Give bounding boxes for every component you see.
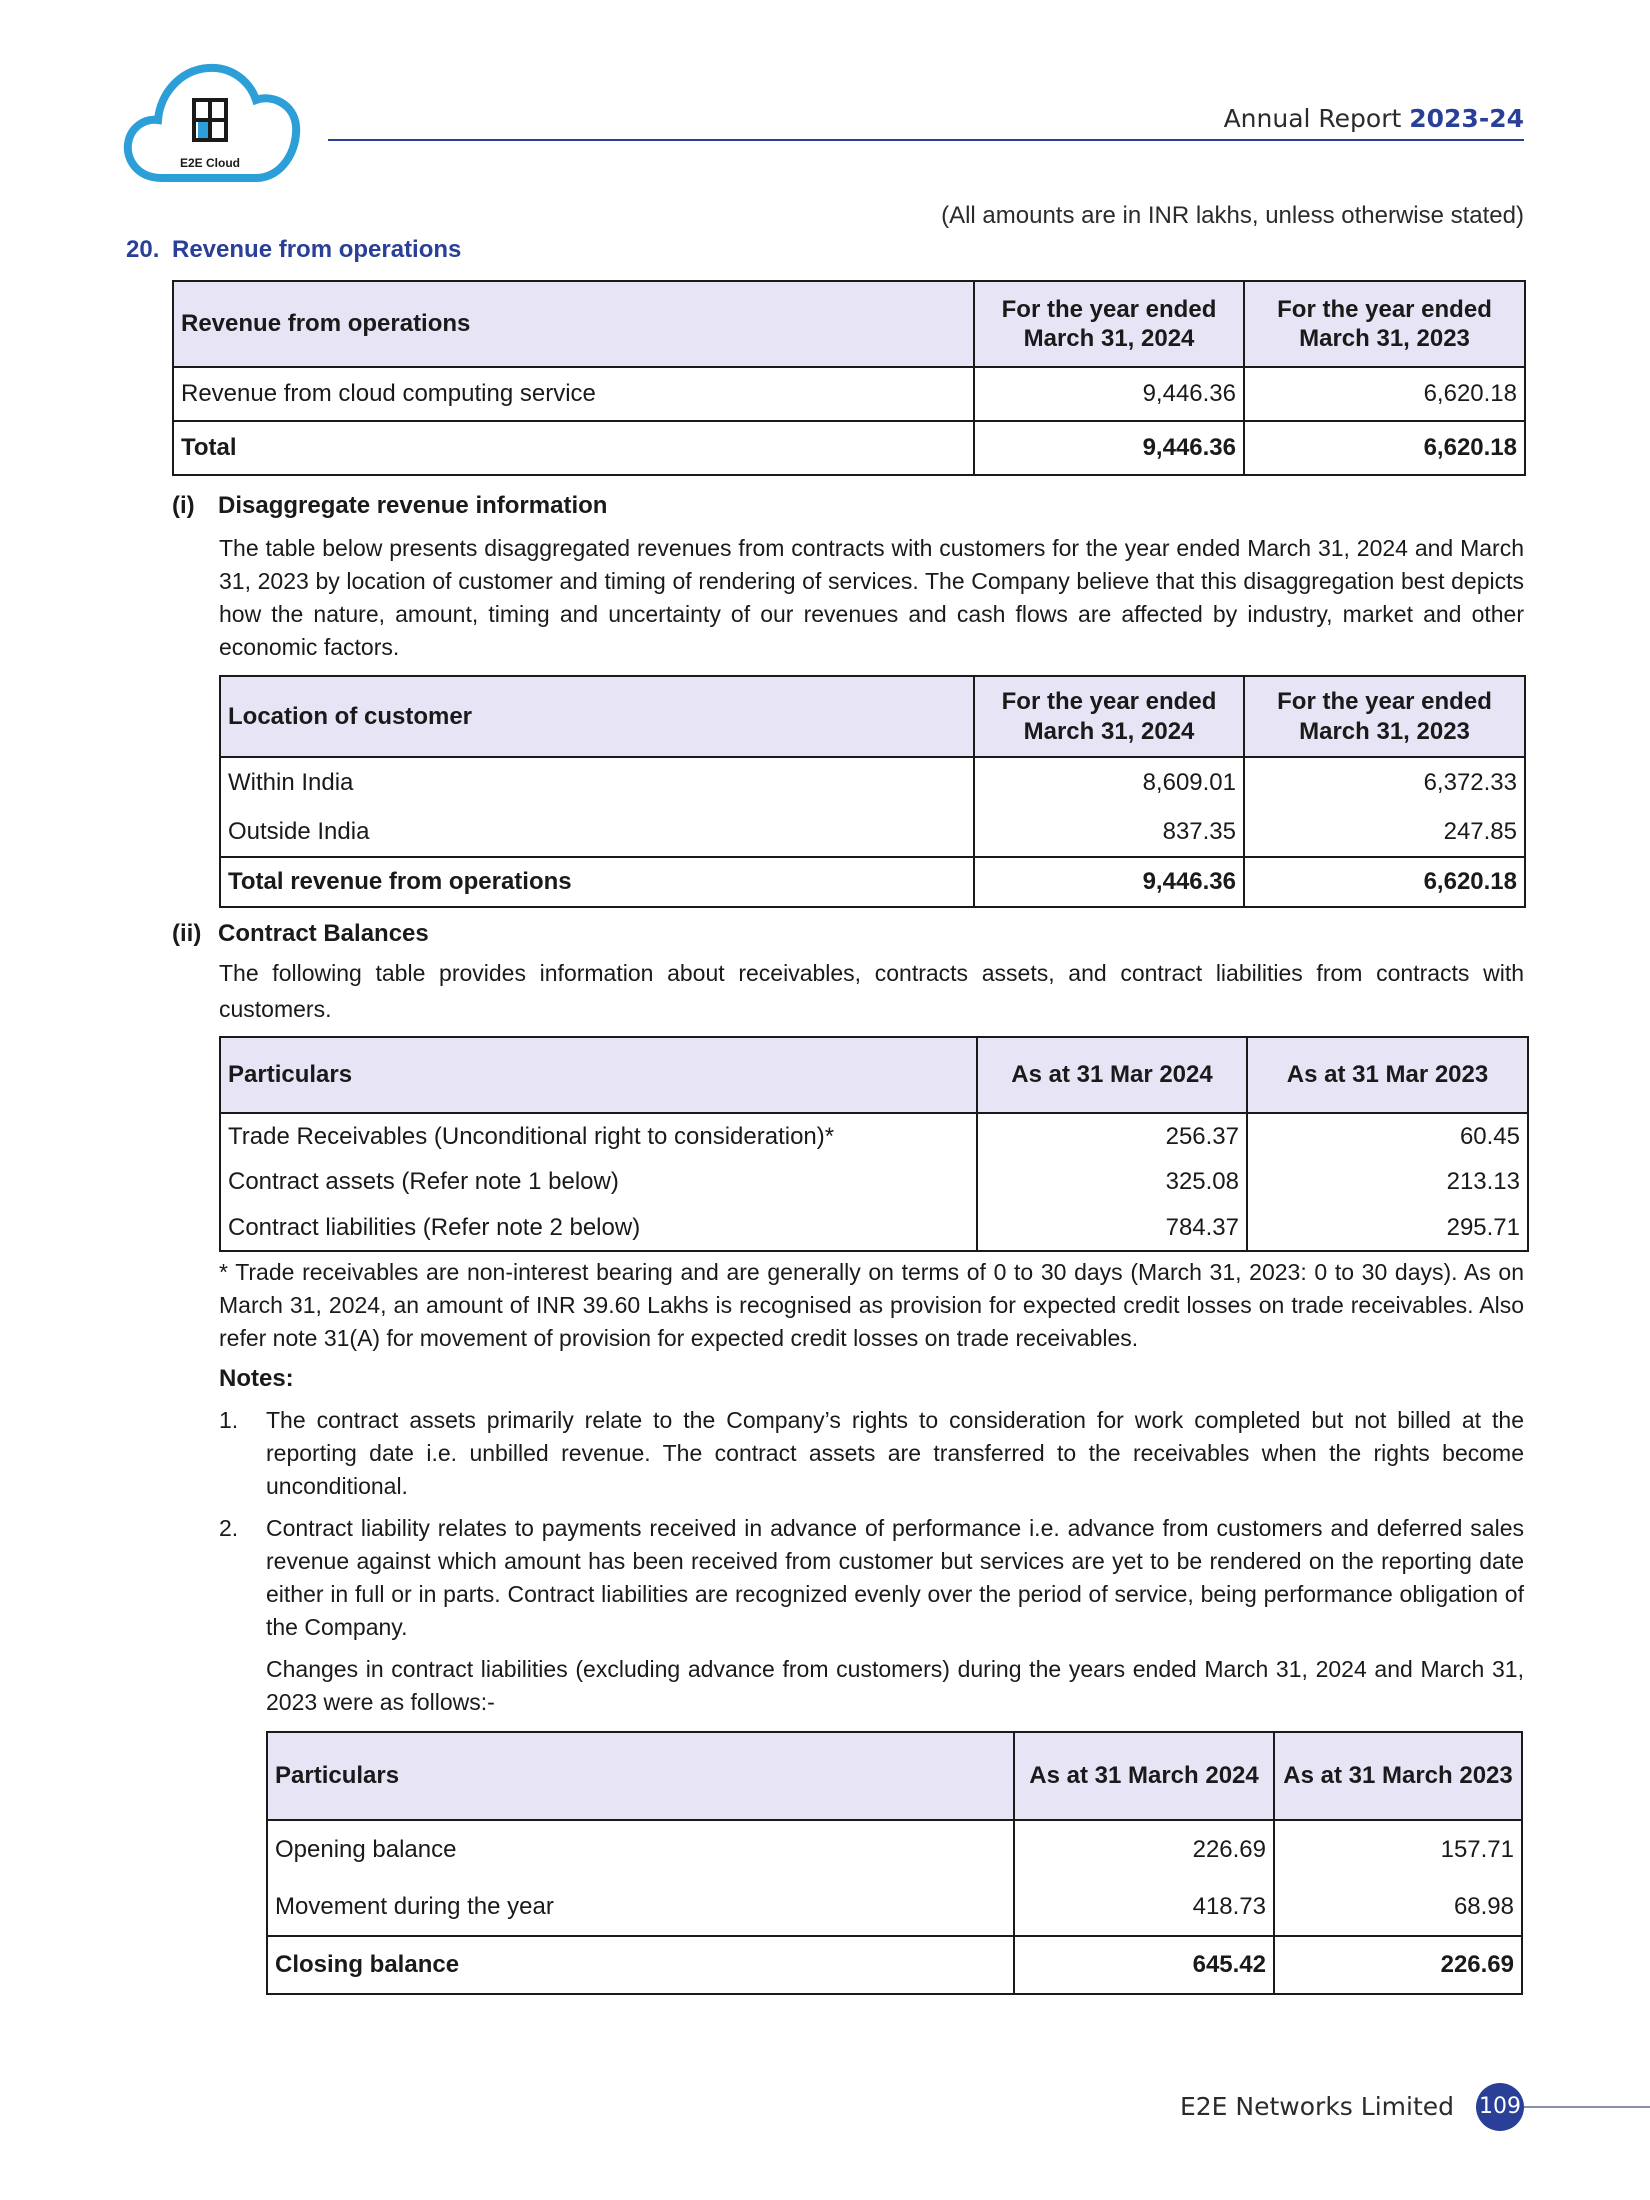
amount-note: (All amounts are in INR lakhs, unless otherwise stated) bbox=[941, 202, 1524, 229]
note-text: Contract liability relates to payments received in advance of performance i.e. advance from customers and deferred sales revenue against which amount has been received from customer but services are yet to be rendered on the reporting date either in full or in parts. Contract liabilities are recognized evenly over the period of service, being performance obligation of the Company. bbox=[266, 1515, 1524, 1640]
table-row bbox=[267, 1820, 1522, 1878]
section-title bbox=[126, 236, 461, 264]
table-row bbox=[220, 757, 1525, 807]
column-header: For the year ended March 31, 2023 bbox=[1244, 281, 1525, 367]
table-row bbox=[267, 1878, 1522, 1936]
row-label: Contract assets (Refer note 1 below) bbox=[220, 1159, 977, 1205]
footer-divider bbox=[1524, 2106, 1650, 2108]
subsection-title: Contract Balances bbox=[218, 920, 429, 947]
column-header: For the year ended March 31, 2024 bbox=[974, 281, 1244, 367]
subsection-number: (i) bbox=[172, 492, 195, 519]
column-header: For the year ended March 31, 2023 bbox=[1244, 676, 1525, 757]
section-title-text: Revenue from operations bbox=[172, 236, 462, 263]
row-label: Revenue from cloud computing service bbox=[173, 367, 974, 421]
row-label: Contract liabilities (Refer note 2 below) bbox=[220, 1205, 977, 1251]
value-2024: 645.42 bbox=[1014, 1936, 1274, 1994]
contract-liabilities-table bbox=[266, 1731, 1523, 1995]
note-item bbox=[219, 1404, 1524, 1503]
location-table bbox=[219, 675, 1526, 908]
table-row bbox=[220, 1113, 1528, 1159]
row-label: Outside India bbox=[220, 807, 974, 857]
value-2024: 325.08 bbox=[977, 1159, 1247, 1205]
table-row bbox=[220, 1159, 1528, 1205]
note-number: 2. bbox=[219, 1515, 239, 1541]
section-number: 20. bbox=[126, 236, 160, 263]
logo-brand-text: E2E Cloud bbox=[180, 156, 241, 170]
row-label: Total revenue from operations bbox=[220, 857, 974, 907]
subsection-heading bbox=[172, 920, 429, 948]
table-header-row bbox=[173, 281, 1525, 367]
column-header: As at 31 Mar 2024 bbox=[977, 1037, 1247, 1113]
value-2023: 6,372.33 bbox=[1244, 757, 1525, 807]
value-2024: 9,446.36 bbox=[974, 421, 1244, 475]
row-label: Total bbox=[173, 421, 974, 475]
column-header: As at 31 Mar 2023 bbox=[1247, 1037, 1528, 1113]
subsection-heading bbox=[172, 492, 607, 520]
value-2024: 226.69 bbox=[1014, 1820, 1274, 1878]
total-row bbox=[267, 1936, 1522, 1994]
value-2023: 213.13 bbox=[1247, 1159, 1528, 1205]
trade-receivables-footnote: * Trade receivables are non-interest bearing and are generally on terms of 0 to 30 days (March 31, 2023: 0 to 30 days). As on March 31, 2024, an amount of INR 39.60 Lakhs is recognised as provision for expected credit losses on trade receivables. Also refer note 31(A) for movement of provision for expected credit losses on trade receivables. bbox=[219, 1259, 1524, 1351]
subsection-number: (ii) bbox=[172, 920, 202, 947]
changes-paragraph: Changes in contract liabilities (excluding advance from customers) during the years ended March 31, 2024 and March 31, 2023 were as follows:- bbox=[266, 1656, 1524, 1715]
value-2023: 295.71 bbox=[1247, 1205, 1528, 1251]
note-item bbox=[219, 1512, 1524, 1644]
row-label: Trade Receivables (Unconditional right to consideration)* bbox=[220, 1113, 977, 1159]
column-header: Revenue from operations bbox=[173, 281, 974, 367]
notes-heading: Notes: bbox=[219, 1365, 294, 1392]
footer-company: E2E Networks Limited bbox=[1179, 2092, 1454, 2121]
report-year: 2023-24 bbox=[1409, 104, 1524, 133]
subsection-title: Disaggregate revenue information bbox=[218, 492, 608, 519]
value-2024: 8,609.01 bbox=[974, 757, 1244, 807]
column-header: Location of customer bbox=[220, 676, 974, 757]
report-title bbox=[1224, 104, 1524, 133]
table-header-row bbox=[220, 1037, 1528, 1113]
column-header: For the year ended March 31, 2024 bbox=[974, 676, 1244, 757]
column-header: Particulars bbox=[267, 1732, 1014, 1820]
value-2023: 6,620.18 bbox=[1244, 367, 1525, 421]
column-header: As at 31 March 2023 bbox=[1274, 1732, 1522, 1820]
value-2024: 9,446.36 bbox=[974, 367, 1244, 421]
table-header-row bbox=[220, 676, 1525, 757]
value-2024: 784.37 bbox=[977, 1205, 1247, 1251]
column-header: As at 31 March 2024 bbox=[1014, 1732, 1274, 1820]
revenue-table bbox=[172, 280, 1526, 476]
note-number: 1. bbox=[219, 1407, 239, 1433]
value-2023: 60.45 bbox=[1247, 1113, 1528, 1159]
value-2023: 6,620.18 bbox=[1244, 857, 1525, 907]
row-label: Opening balance bbox=[267, 1820, 1014, 1878]
total-row bbox=[173, 421, 1525, 475]
header-divider bbox=[328, 139, 1524, 141]
contract-balances-paragraph: The following table provides information about receivables, contracts assets, and contract liabilities from contracts with customers. bbox=[219, 960, 1524, 1022]
contract-balances-table bbox=[219, 1036, 1529, 1252]
table-row bbox=[220, 1205, 1528, 1251]
value-2023: 6,620.18 bbox=[1244, 421, 1525, 475]
value-2024: 837.35 bbox=[974, 807, 1244, 857]
table-header-row bbox=[267, 1732, 1522, 1820]
value-2024: 9,446.36 bbox=[974, 857, 1244, 907]
page-number: 109 bbox=[1476, 2083, 1524, 2131]
value-2023: 68.98 bbox=[1274, 1878, 1522, 1936]
e2e-cloud-logo bbox=[122, 58, 304, 186]
row-label: Closing balance bbox=[267, 1936, 1014, 1994]
value-2023: 247.85 bbox=[1244, 807, 1525, 857]
value-2023: 157.71 bbox=[1274, 1820, 1522, 1878]
table-row bbox=[173, 367, 1525, 421]
disaggregate-paragraph: The table below presents disaggregated revenues from contracts with customers for the year ended March 31, 2024 and March 31, 2023 by location of customer and timing of rendering of services. The Company believe that this disaggregation best depicts how the nature, amount, timing and uncertainty of our revenues and cash flows are affected by industry, market and other economic factors. bbox=[219, 535, 1524, 660]
table-row bbox=[220, 807, 1525, 857]
value-2024: 418.73 bbox=[1014, 1878, 1274, 1936]
row-label: Movement during the year bbox=[267, 1878, 1014, 1936]
total-row bbox=[220, 857, 1525, 907]
row-label: Within India bbox=[220, 757, 974, 807]
value-2024: 256.37 bbox=[977, 1113, 1247, 1159]
value-2023: 226.69 bbox=[1274, 1936, 1522, 1994]
note-text: The contract assets primarily relate to the Company’s rights to consideration for work completed but not billed at the reporting date i.e. unbilled revenue. The contract assets are transferred to the receivables when the rights become unconditional. bbox=[266, 1407, 1524, 1499]
report-title-text: Annual Report bbox=[1223, 104, 1402, 133]
column-header: Particulars bbox=[220, 1037, 977, 1113]
